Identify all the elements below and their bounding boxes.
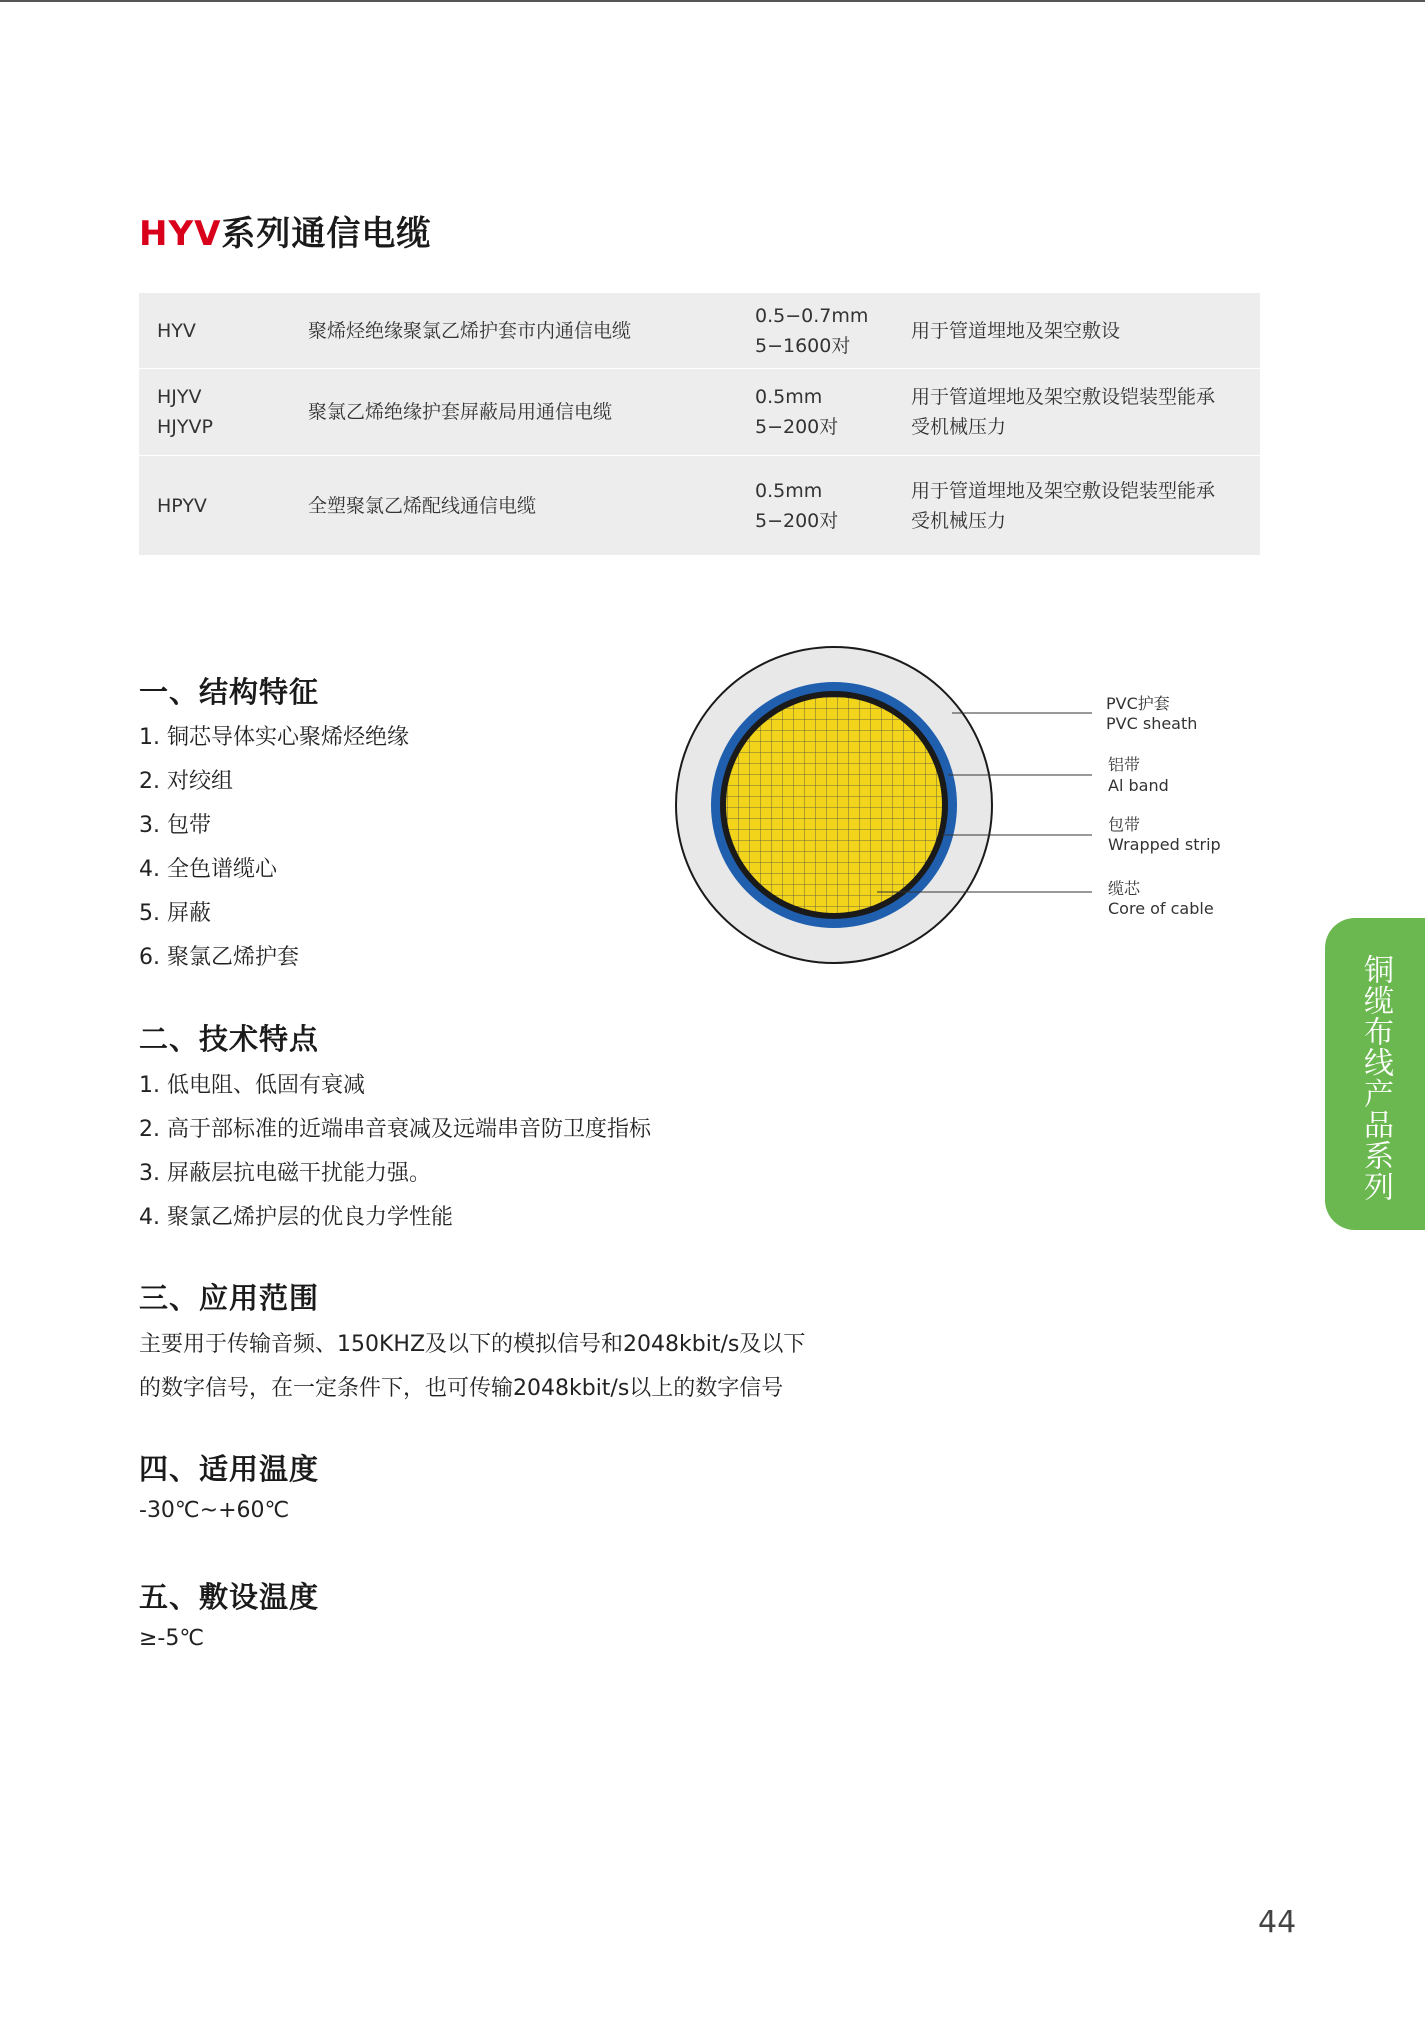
label-core-en: Core of cable [1108, 899, 1214, 918]
name-cell [308, 456, 758, 555]
laying-value: ≥-5℃ [139, 1626, 205, 1651]
list-item: 2. 高于部标准的近端串音衰减及远端串音防卫度指标 [139, 1117, 651, 1142]
table-row [139, 369, 1260, 456]
use-text: 受机械压力 [911, 509, 1007, 532]
side-tab-label: 铜缆布线产品系列 [1358, 954, 1393, 1202]
cable-core [725, 696, 943, 914]
page-number: 44 [1258, 1905, 1297, 1940]
spec-text: 5−200对 [755, 509, 839, 532]
use-text: 用于管道埋地及架空敷设铠装型能承 [911, 479, 1216, 502]
spec-text: 5−200对 [755, 416, 839, 438]
section-heading-laying: 五、敷设温度 [139, 1580, 320, 1614]
spec-table [139, 293, 1260, 555]
section-heading-tech: 二、技术特点 [139, 1022, 320, 1056]
side-category-tab [1325, 918, 1425, 1230]
label-sheath-en: PVC sheath [1106, 714, 1198, 733]
use-cell [911, 369, 1251, 455]
list-item: 3. 屏蔽层抗电磁干扰能力强。 [139, 1161, 431, 1186]
label-strip-cn: 包带 [1108, 815, 1141, 834]
model-text: HJYV [157, 386, 202, 408]
cable-cross-section-diagram [672, 642, 1232, 972]
spec-cell [755, 293, 905, 368]
section-heading-temperature: 四、适用温度 [139, 1452, 320, 1486]
model-text: HJYVP [157, 416, 213, 438]
spec-text: 5−1600对 [755, 334, 851, 357]
use-text: 受机械压力 [911, 416, 1007, 438]
name-text: 全塑聚氯乙烯配线通信电缆 [308, 494, 537, 517]
list-item: 3. 包带 [139, 813, 211, 838]
use-cell [911, 293, 1251, 368]
section-heading-application: 三、应用范围 [139, 1281, 320, 1315]
model-text: HYV [157, 319, 196, 342]
paragraph-line: 主要用于传输音频、150KHZ及以下的模拟信号和2048kbit/s及以下 [139, 1332, 806, 1357]
model-cell [157, 456, 297, 555]
label-strip-en: Wrapped strip [1108, 835, 1221, 854]
list-item: 4. 全色谱缆心 [139, 857, 277, 882]
label-core-cn: 缆芯 [1108, 879, 1141, 898]
name-cell [308, 369, 758, 455]
list-item: 1. 低电阻、低固有衰减 [139, 1073, 365, 1098]
page-title [139, 206, 431, 255]
model-cell [157, 369, 297, 455]
name-text: 聚烯烃绝缘聚氯乙烯护套市内通信电缆 [308, 319, 632, 342]
spec-cell [755, 456, 905, 555]
title-rest: 系列通信电缆 [221, 214, 432, 254]
model-text: HPYV [157, 494, 207, 517]
list-item: 4. 聚氯乙烯护层的优良力学性能 [139, 1205, 453, 1230]
table-row [139, 293, 1260, 369]
use-cell [911, 456, 1251, 555]
name-text: 聚氯乙烯绝缘护套屏蔽局用通信电缆 [308, 401, 613, 423]
spec-text: 0.5−0.7mm [755, 304, 869, 327]
label-band-cn: 铝带 [1108, 755, 1141, 774]
name-cell [308, 293, 758, 368]
label-band-en: Al band [1108, 776, 1169, 795]
temperature-value: -30℃~+60℃ [139, 1498, 290, 1523]
list-item: 5. 屏蔽 [139, 901, 211, 926]
list-item: 1. 铜芯导体实心聚烯烃绝缘 [139, 725, 409, 750]
list-item: 6. 聚氯乙烯护套 [139, 945, 299, 970]
use-text: 用于管道埋地及架空敷设铠装型能承 [911, 386, 1216, 408]
spec-text: 0.5mm [755, 479, 823, 502]
model-cell [157, 293, 297, 368]
label-sheath-cn: PVC护套 [1106, 694, 1170, 713]
title-brand: HYV [139, 214, 222, 254]
top-rule [0, 0, 1425, 2]
use-text: 用于管道埋地及架空敷设 [911, 319, 1121, 342]
paragraph-line: 的数字信号，在一定条件下，也可传输2048kbit/s以上的数字信号 [139, 1376, 784, 1401]
spec-cell [755, 369, 905, 455]
section-heading-structure: 一、结构特征 [139, 675, 320, 709]
list-item: 2. 对绞组 [139, 769, 233, 794]
table-row [139, 456, 1260, 555]
spec-text: 0.5mm [755, 386, 823, 408]
